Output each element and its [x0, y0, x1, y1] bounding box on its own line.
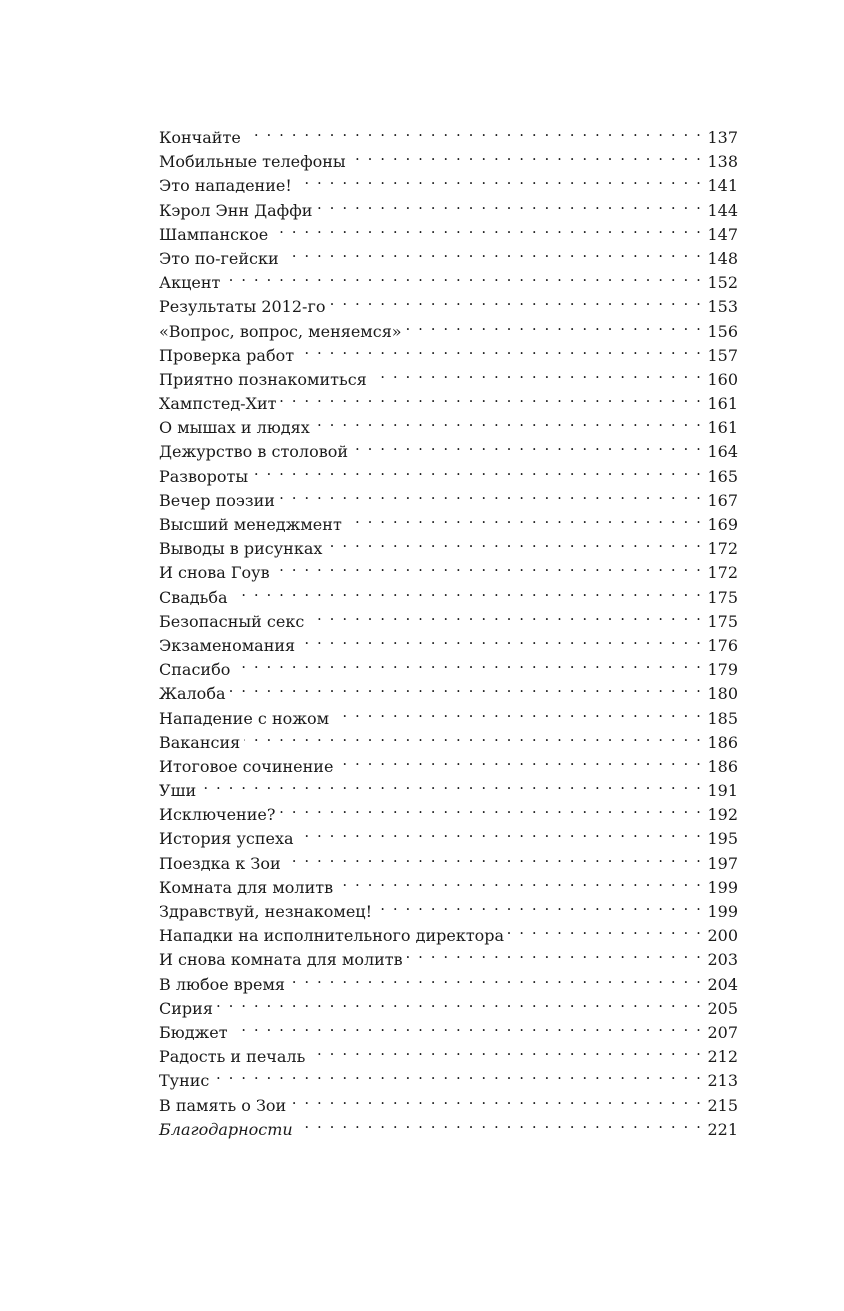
dot-leader: [229, 675, 702, 699]
toc-entry-page-number: 147: [707, 224, 738, 244]
toc-entry-page-number: 167: [707, 490, 738, 510]
toc-entry-title: Это нападение!: [159, 176, 292, 196]
toc-entry: [159, 772, 738, 801]
dot-leader: [371, 361, 703, 385]
toc-entry-title: Кэрол Энн Даффи: [159, 200, 313, 220]
toc-entry: [159, 1087, 738, 1115]
toc-entry-page-number: 164: [707, 442, 738, 462]
toc-entry-title: Выводы в рисунках: [159, 539, 323, 559]
toc-entry-title: Шампанское: [159, 224, 269, 244]
dot-leader: [352, 433, 702, 457]
toc-entry-page-number: 212: [707, 1047, 738, 1067]
toc-entry-page-number: 148: [707, 248, 738, 268]
toc-entry: [159, 700, 738, 728]
toc-entry-page-number: 138: [707, 152, 738, 172]
dot-leader: [279, 796, 702, 820]
dot-leader: [217, 990, 703, 1014]
dot-leader: [346, 506, 703, 530]
dot-leader: [285, 845, 703, 869]
toc-entry-title: Дежурство в столовой: [159, 442, 349, 462]
toc-entry-page-number: 186: [707, 756, 738, 776]
toc-entry-title: И снова комната для молитв: [159, 950, 403, 970]
dot-leader: [252, 458, 702, 482]
toc-entry-page-number: 215: [707, 1095, 738, 1115]
toc-entry-title: Поездка к Зои: [159, 853, 281, 873]
dot-leader: [200, 772, 702, 796]
toc-entry-page-number: 191: [707, 781, 738, 801]
dot-leader: [407, 941, 703, 965]
dot-leader: [296, 167, 703, 191]
dot-leader: [299, 627, 702, 651]
toc-entry-page-number: 176: [707, 635, 738, 655]
toc-entry-title: И снова Гоув: [159, 563, 270, 583]
toc-entry-page-number: 199: [707, 877, 738, 897]
toc-entry-page-number: 179: [707, 660, 738, 680]
toc-entry-page-number: 175: [707, 587, 738, 607]
toc-entry: [159, 264, 738, 293]
toc-entry-page-number: 213: [707, 1071, 738, 1091]
toc-entry-page-number: 185: [707, 708, 738, 728]
dot-leader: [290, 1087, 702, 1111]
toc-entry-page-number: 200: [707, 926, 738, 946]
toc-entry: [159, 748, 738, 776]
toc-entry-title: Проверка работ: [159, 345, 295, 365]
toc-entry-title: Вечер поэзии: [159, 490, 275, 510]
toc-entry-title: История успеха: [159, 829, 294, 849]
toc-entry: [159, 651, 738, 680]
toc-entry-page-number: 172: [707, 563, 738, 583]
toc-entry-title: Бюджет: [159, 1022, 228, 1042]
toc-entry-title: Кончайте: [159, 128, 241, 147]
dot-leader: [283, 240, 703, 264]
toc-entry-page-number: 195: [707, 829, 738, 849]
dot-leader: [274, 554, 703, 578]
dot-leader: [245, 119, 703, 143]
dot-leader: [298, 337, 702, 361]
toc-entry-title: Благодарности: [159, 1119, 293, 1139]
toc-entry-title: Комната для молитв: [159, 877, 334, 897]
toc-entry: [159, 990, 738, 1018]
toc-entry-title: «Вопрос, вопрос, меняемся»: [159, 321, 402, 341]
toc-entry-title: Хампстед-Хит: [159, 394, 277, 414]
toc-entry: [159, 1014, 738, 1042]
dot-leader: [280, 385, 702, 409]
toc-entry-title: Тунис: [159, 1071, 210, 1091]
dot-leader: [326, 530, 702, 554]
toc-entry-page-number: 204: [707, 974, 738, 994]
dot-leader: [289, 966, 702, 990]
dot-leader: [376, 893, 702, 917]
toc-entry-title: Развороты: [159, 466, 249, 486]
dot-leader: [298, 820, 703, 844]
toc-entry-page-number: 199: [707, 902, 738, 921]
toc-entry-title: Уши: [159, 781, 197, 801]
toc-entry-title: Акцент: [159, 273, 221, 293]
toc-entry-page-number: 169: [707, 515, 738, 534]
toc-entry-page-number: 203: [707, 950, 738, 970]
dot-leader: [308, 603, 702, 627]
toc-entry-title: Мобильные телефоны: [159, 152, 346, 172]
toc-entry: [159, 675, 738, 704]
dot-leader: [213, 1062, 702, 1086]
toc-entry-title: В память о Зои: [159, 1095, 287, 1115]
dot-leader: [272, 216, 702, 240]
toc-entry-page-number: 197: [707, 853, 738, 873]
dot-leader: [234, 651, 702, 675]
toc-entry: [159, 1038, 738, 1067]
dot-leader: [244, 724, 702, 748]
toc-entry-title: Исключение?: [159, 805, 276, 825]
toc-entry-title: Итоговое сочинение: [159, 756, 334, 776]
toc-entry-title: Нападение с ножом: [159, 708, 330, 728]
toc-entry-page-number: 156: [707, 321, 738, 341]
toc-entry-title: Радость и печаль: [159, 1047, 306, 1067]
toc-entry: [159, 579, 738, 607]
toc-entry-page-number: 180: [707, 684, 738, 704]
dot-leader: [309, 1038, 702, 1062]
toc-entry-title: Спасибо: [159, 660, 231, 680]
table-of-contents: [159, 119, 738, 1139]
dot-leader: [337, 748, 702, 772]
toc-entry: [159, 119, 738, 147]
dot-leader: [232, 579, 703, 603]
toc-entry-title: О мышах и людях: [159, 418, 310, 438]
dot-leader: [297, 1111, 703, 1135]
dot-leader: [316, 192, 702, 216]
toc-entry-page-number: 207: [707, 1022, 738, 1042]
dot-leader: [337, 869, 702, 893]
toc-entry-page-number: 175: [707, 611, 738, 631]
toc-entry: [159, 143, 738, 172]
dot-leader: [350, 143, 703, 167]
toc-entry-page-number: 160: [707, 369, 738, 389]
dot-leader: [279, 482, 703, 506]
toc-entry-title: В любое время: [159, 974, 286, 994]
toc-entry-page-number: 205: [707, 998, 738, 1018]
toc-entry: [159, 796, 738, 825]
toc-entry-page-number: 221: [707, 1119, 738, 1139]
toc-entry-title: Здравствуй, незнакомец!: [159, 902, 373, 921]
toc-entry-title: Высший менеджмент: [159, 515, 342, 534]
toc-entry-title: Это по-гейски: [159, 248, 279, 268]
toc-entry-page-number: 157: [707, 345, 738, 365]
toc-entry-page-number: 144: [707, 200, 738, 220]
dot-leader: [406, 313, 703, 337]
toc-entry-title: Вакансия: [159, 732, 241, 752]
toc-entry-title: Безопасный секс: [159, 611, 305, 631]
toc-entry-title: Жалоба: [159, 684, 226, 704]
toc-entry-title: Сирия: [159, 998, 213, 1018]
toc-entry-title: Приятно познакомиться: [159, 369, 367, 389]
dot-leader: [232, 1014, 703, 1038]
toc-entry-page-number: 172: [707, 539, 738, 559]
toc-entry-page-number: 186: [707, 732, 738, 752]
toc-entry-page-number: 152: [707, 273, 738, 293]
dot-leader: [314, 409, 703, 433]
toc-entry-title: Экзаменомания: [159, 635, 296, 655]
toc-entry: [159, 724, 738, 752]
toc-entry-page-number: 161: [707, 418, 738, 438]
toc-entry-page-number: 137: [707, 128, 738, 147]
dot-leader: [329, 288, 702, 312]
toc-entry-page-number: 153: [707, 297, 738, 317]
toc-entry-page-number: 141: [707, 176, 738, 196]
toc-entry-page-number: 165: [707, 466, 738, 486]
dot-leader: [333, 700, 702, 724]
toc-entry-page-number: 161: [707, 394, 738, 414]
dot-leader: [224, 264, 702, 288]
toc-entry: [159, 288, 738, 317]
toc-entry: [159, 1062, 738, 1091]
dot-leader: [508, 917, 702, 941]
toc-entry-title: Результаты 2012-го: [159, 297, 326, 317]
toc-entry-title: Нападки на исполнительного директора: [159, 926, 505, 946]
toc-entry-page-number: 192: [707, 805, 738, 825]
toc-entry-title: Свадьба: [159, 587, 228, 607]
toc-entry: [159, 603, 738, 631]
